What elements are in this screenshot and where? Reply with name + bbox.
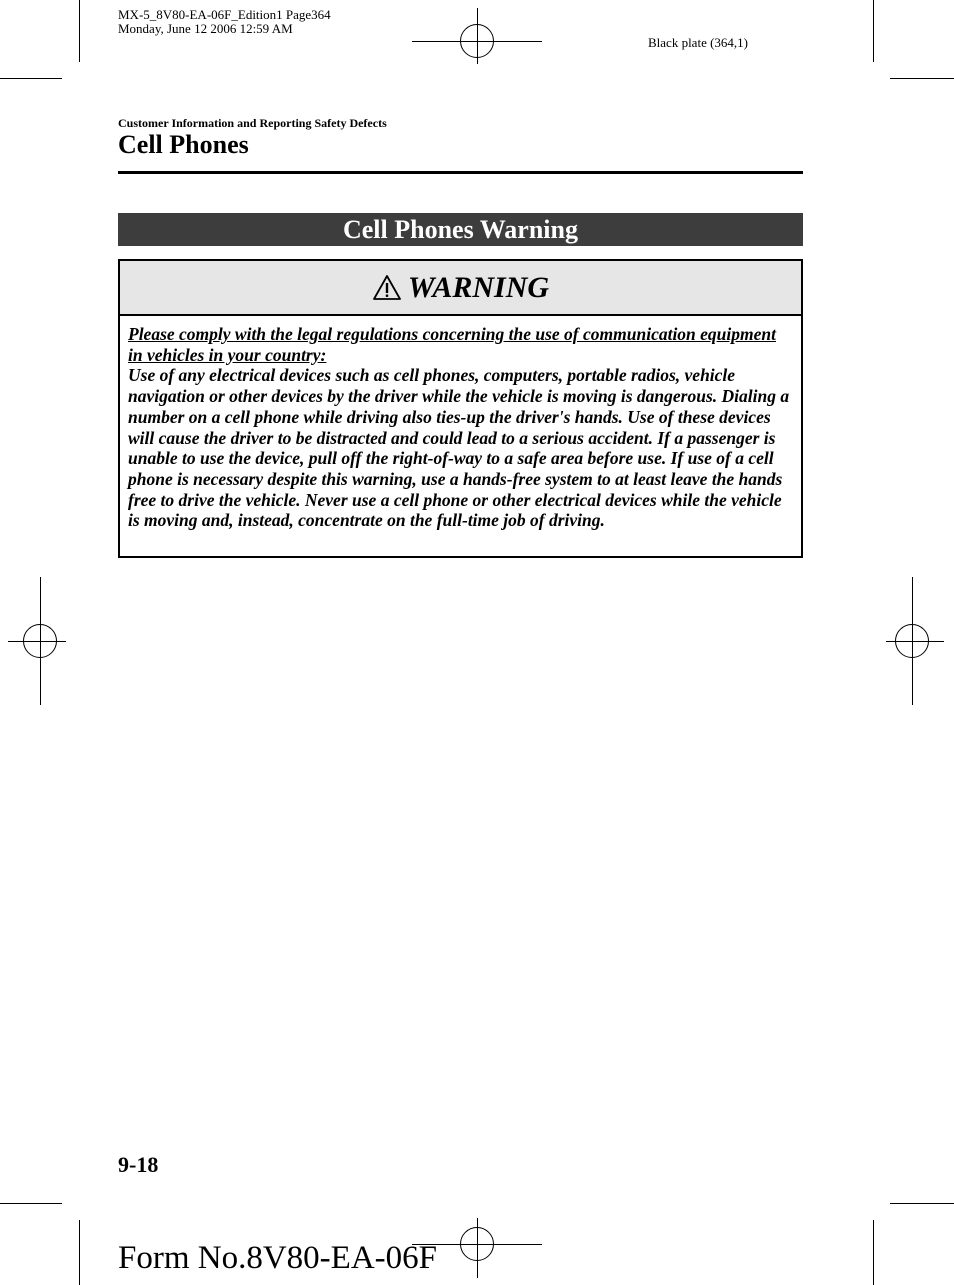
crop-mark [0,78,62,79]
plate-label: Black plate (364,1) [648,35,748,50]
section-label: Customer Information and Reporting Safety Defects [118,116,387,130]
crop-mark [873,0,874,62]
crop-mark [873,1220,874,1285]
warning-heading: WARNING [407,270,550,304]
crop-mark [890,78,954,79]
page-title: Cell Phones [118,130,249,159]
warning-body [120,316,801,531]
title-divider [118,171,803,174]
crop-mark [0,1203,62,1204]
warning-triangle-icon [372,274,402,301]
crop-mark [890,1203,954,1204]
form-number: Form No.8V80-EA-06F [118,1240,437,1276]
print-info [118,8,331,36]
warning-lead: Please comply with the legal regulations concerning the use of communication equipment in vehicles in your country: [128,324,777,365]
print-info-line2: Monday, June 12 2006 12:59 AM [118,21,293,36]
crop-mark [79,1220,80,1285]
print-info-line1: MX-5_8V80-EA-06F_Edition1 Page364 [118,7,331,22]
page-number: 9-18 [118,1152,159,1177]
section-banner: Cell Phones Warning [118,213,803,246]
warning-text: Use of any electrical devices such as cell phones, computers, portable radios, vehicle navigation or other devices by the driver while the vehicle is moving is dangerous. Dialing a number on a cell phone while driving also ties-up the driver's hands. Use of these devices will cause the driver to be distracted and could lead to a serious accident. If a passenger is unable to use the device, pull off the right-of-way to a safe area before use. If use of a cell phone is necessary despite this warning, use a hands-free system to at least leave the hands free to drive the vehicle. Never use a cell phone or other electrical devices while the vehicle is moving and, instead, concentrate on the full-time job of driving. [128,365,790,531]
warning-header [120,261,801,316]
warning-box [118,259,803,558]
crop-mark [79,0,80,62]
